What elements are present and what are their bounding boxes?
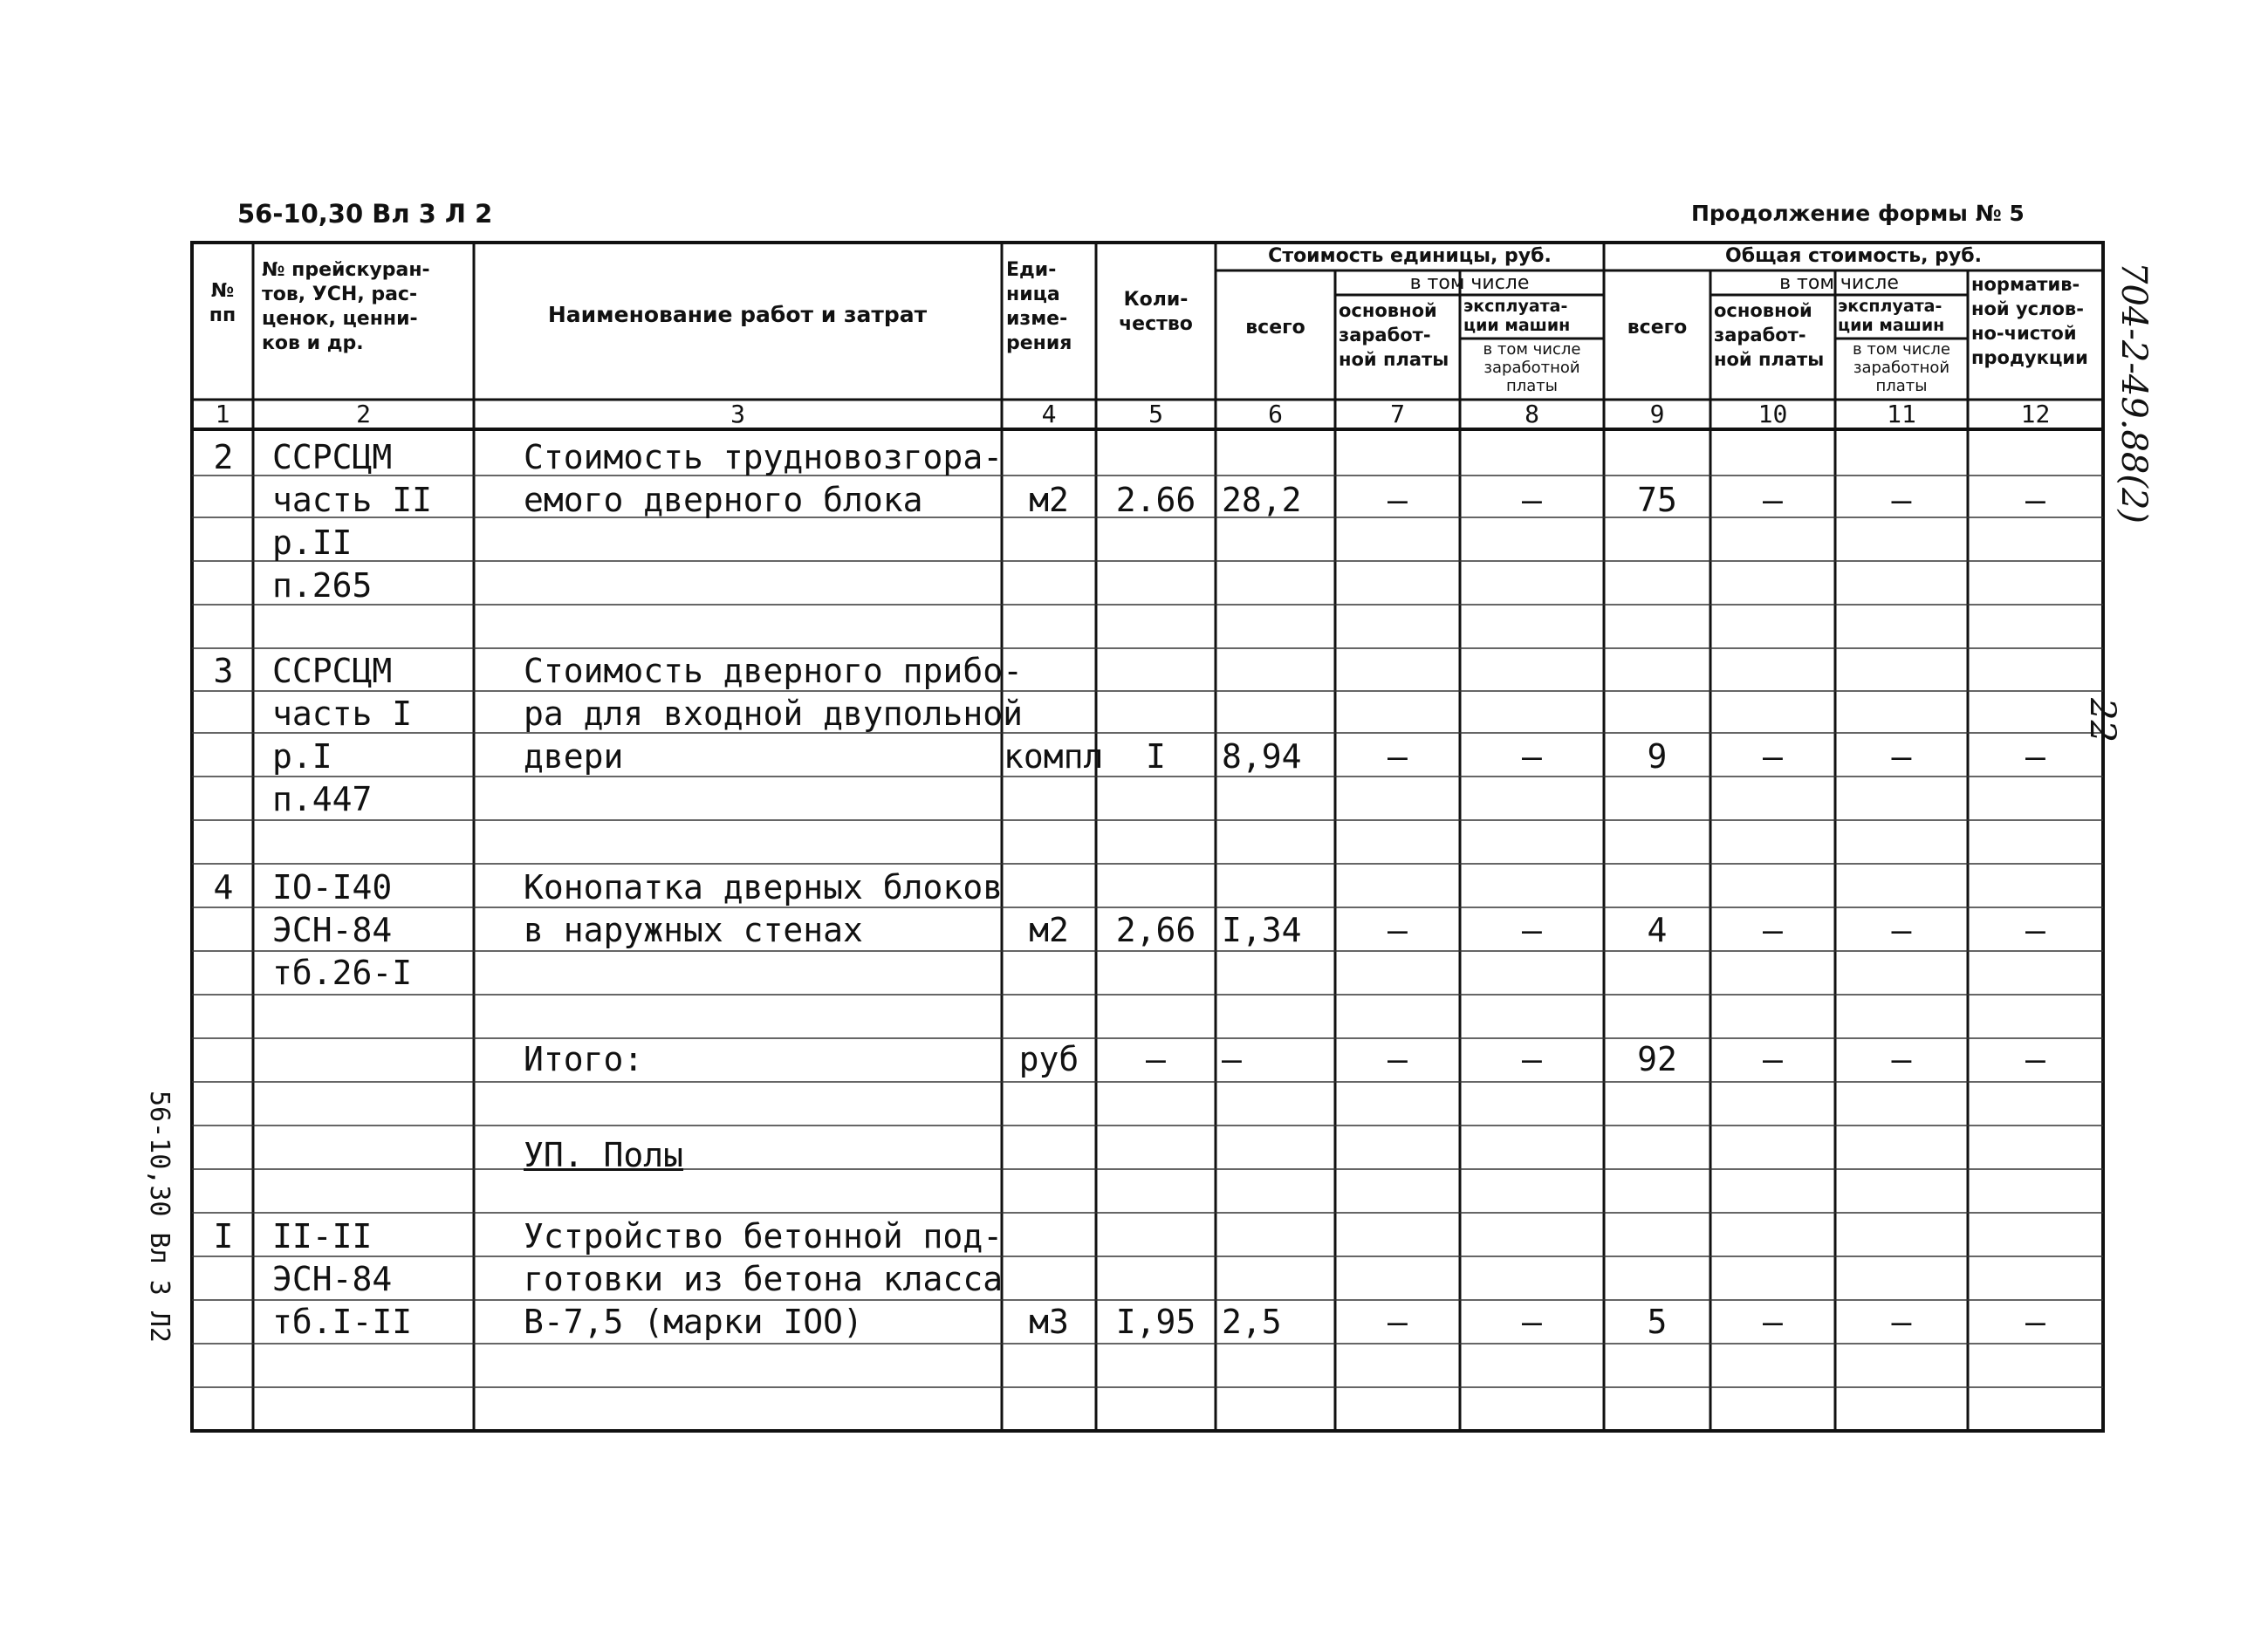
header-osn-zp-1: основной заработ- ной платы: [1339, 300, 1449, 370]
unit-cost-wages: –: [1388, 911, 1408, 949]
total-cost-wages: –: [1763, 1303, 1783, 1341]
work-name-line: ра для входной двупольной: [524, 694, 1023, 733]
side-code-left: 56-10,30 Вл 3 Л2: [144, 1091, 175, 1343]
unit: м2: [1029, 481, 1069, 519]
unit-cost-machines: –: [1522, 911, 1542, 949]
unit: руб: [1018, 1040, 1079, 1078]
column-number: 4: [1041, 400, 1057, 428]
column-number: 1: [215, 400, 230, 428]
rate-code-line: п.447: [272, 780, 373, 818]
work-name-line: готовки из бетона класса: [524, 1260, 1004, 1298]
unit: компл: [1004, 737, 1104, 776]
column-number: 2: [356, 400, 371, 428]
header-normative: норматив- ной услов- но-чистой продукции: [1971, 274, 2088, 368]
unit-cost-total: I,34: [1222, 911, 1302, 949]
unit-cost-total: –: [1222, 1040, 1242, 1078]
rate-code-line: тб.26-I: [272, 954, 413, 992]
rate-code-line: II-II: [272, 1217, 373, 1256]
header-unit: Еди- ница изме- рения: [1006, 259, 1072, 354]
work-name-line: УП. Полы: [524, 1136, 684, 1174]
quantity: I,95: [1115, 1303, 1196, 1341]
side-code-top: 704-2-49.88(2): [2114, 262, 2154, 523]
total-cost-machines: –: [1891, 481, 1912, 519]
row-number: I: [213, 1217, 234, 1256]
rate-code-line: IO-I40: [272, 868, 393, 907]
work-name-line: в наружных стенах: [524, 911, 863, 949]
total-cost: 4: [1647, 911, 1668, 949]
total-cost-machines: –: [1891, 911, 1912, 949]
header-unit-cost: Стоимость единицы, руб.: [1268, 245, 1552, 267]
unit-cost-machines: –: [1522, 1303, 1542, 1341]
page-number: 22: [2082, 698, 2122, 742]
unit-cost-wages: –: [1388, 481, 1408, 519]
normative-product: –: [2025, 481, 2045, 519]
column-number: 5: [1148, 400, 1163, 428]
header-in-total-1: в том числе: [1409, 272, 1530, 294]
work-name-line: Стоимость дверного прибо-: [524, 652, 1023, 690]
header-name: Наименование работ и затрат: [547, 302, 928, 327]
quantity: 2.66: [1115, 481, 1196, 519]
header-osn-zp-2: основной заработ- ной платы: [1714, 300, 1825, 370]
normative-product: –: [2025, 737, 2045, 776]
header-incl-zp-2: в том числе заработной платы: [1853, 340, 1950, 395]
rate-code-line: п.265: [272, 566, 373, 605]
column-number: 9: [1649, 400, 1665, 428]
column-number: 3: [730, 400, 745, 428]
work-name-line: двери: [524, 737, 624, 776]
row-number: 3: [213, 652, 234, 690]
column-number: 7: [1390, 400, 1405, 428]
header-qty: Коли- чество: [1119, 289, 1193, 335]
work-name-line: Устройство бетонной под-: [524, 1217, 1004, 1256]
unit: м2: [1029, 911, 1069, 949]
total-cost: 75: [1637, 481, 1677, 519]
column-number: 11: [1887, 400, 1916, 428]
total-cost-wages: –: [1763, 911, 1783, 949]
row-number: 2: [213, 438, 234, 476]
unit-cost-wages: –: [1388, 1040, 1408, 1078]
work-name-line: Стоимость трудновозгора-: [524, 438, 1004, 476]
total-cost: 9: [1647, 737, 1668, 776]
work-name-line: Конопатка дверных блоков: [524, 868, 1004, 907]
total-cost-wages: –: [1763, 481, 1783, 519]
rate-code-line: ЭСН-84: [272, 1260, 393, 1298]
normative-product: –: [2025, 1303, 2045, 1341]
normative-product: –: [2025, 911, 2045, 949]
normative-product: –: [2025, 1040, 2045, 1078]
total-cost-machines: –: [1891, 1303, 1912, 1341]
unit-cost-wages: –: [1388, 737, 1408, 776]
unit-cost-total: 8,94: [1222, 737, 1302, 776]
total-cost: 5: [1647, 1303, 1668, 1341]
header-num: № пп: [209, 280, 236, 326]
work-name-line: емого дверного блока: [524, 481, 923, 519]
header-code: № прейскуран- тов, УСН, рас- ценок, ценни- ков и др.: [262, 259, 430, 354]
header-expl-1: эксплуата- ции машин: [1463, 297, 1571, 335]
column-number: 10: [1758, 400, 1788, 428]
column-number: 12: [2020, 400, 2051, 428]
work-name-line: В-7,5 (марки IOO): [524, 1303, 863, 1341]
rate-code-line: часть II: [272, 481, 433, 519]
unit-cost-total: 2,5: [1222, 1303, 1282, 1341]
column-number: 8: [1525, 400, 1539, 428]
rate-code-line: р.I: [272, 737, 332, 776]
unit-cost-machines: –: [1522, 737, 1542, 776]
unit-cost-machines: –: [1522, 481, 1542, 519]
continuation-label: Продолжение формы № 5: [1691, 201, 2025, 226]
header-in-total-2: в том числе: [1779, 272, 1899, 294]
header-expl-2: эксплуата- ции машин: [1838, 297, 1945, 335]
rate-code-line: р.II: [272, 523, 353, 562]
unit-cost-total: 28,2: [1222, 481, 1302, 519]
rate-code-line: ЭСН-84: [272, 911, 393, 949]
rate-code-line: ССРСЦМ: [272, 438, 393, 476]
total-cost-machines: –: [1891, 1040, 1912, 1078]
quantity: 2,66: [1115, 911, 1196, 949]
column-number: 6: [1268, 400, 1283, 428]
unit-cost-wages: –: [1388, 1303, 1408, 1341]
rate-code-line: ССРСЦМ: [272, 652, 393, 690]
unit-cost-machines: –: [1522, 1040, 1542, 1078]
row-number: 4: [213, 868, 234, 907]
header-total-cost: Общая стоимость, руб.: [1725, 245, 1982, 267]
header-vsego-1: всего: [1245, 317, 1305, 339]
header-incl-zp-1: в том числе заработной платы: [1483, 340, 1581, 395]
rate-code-line: часть I: [272, 694, 413, 733]
total-cost-wages: –: [1763, 1040, 1783, 1078]
work-name-line: Итого:: [524, 1040, 644, 1078]
total-cost: 92: [1637, 1040, 1677, 1078]
rate-code-line: тб.I-II: [272, 1303, 413, 1341]
unit: м3: [1029, 1303, 1069, 1341]
doc-code: 56-10,30 Вл 3 Л 2: [237, 199, 493, 229]
total-cost-wages: –: [1763, 737, 1783, 776]
quantity: I: [1146, 737, 1166, 776]
quantity: –: [1146, 1040, 1166, 1078]
total-cost-machines: –: [1891, 737, 1912, 776]
header-vsego-2: всего: [1627, 317, 1688, 339]
